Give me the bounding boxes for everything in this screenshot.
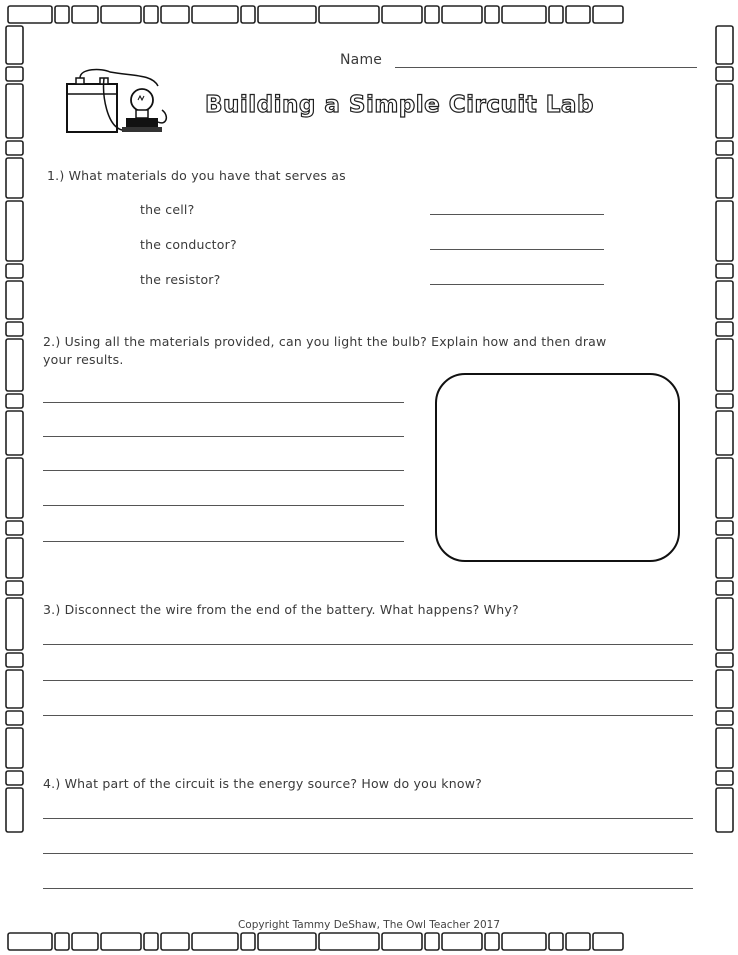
worksheet-title: Building a Simple Circuit Lab xyxy=(205,92,594,118)
q1-item-conductor: the conductor? xyxy=(140,237,237,252)
question-2-line-2: your results. xyxy=(43,352,124,367)
q4-answer-line[interactable] xyxy=(43,888,693,889)
q1-item-cell: the cell? xyxy=(140,202,195,217)
q2-answer-line[interactable] xyxy=(43,436,404,437)
q3-answer-line[interactable] xyxy=(43,680,693,681)
question-3: 3.) Disconnect the wire from the end of the battery. What happens? Why? xyxy=(43,602,519,617)
q2-answer-line[interactable] xyxy=(43,541,404,542)
q3-answer-line[interactable] xyxy=(43,715,693,716)
q2-answer-line[interactable] xyxy=(43,402,404,403)
q1-blank-cell[interactable] xyxy=(430,214,604,215)
name-label: Name xyxy=(340,52,383,68)
q2-drawing-box[interactable] xyxy=(435,373,680,562)
q4-answer-line[interactable] xyxy=(43,818,693,819)
q4-answer-line[interactable] xyxy=(43,853,693,854)
q2-answer-line[interactable] xyxy=(43,470,404,471)
q1-blank-conductor[interactable] xyxy=(430,249,604,250)
q3-answer-line[interactable] xyxy=(43,644,693,645)
question-4: 4.) What part of the circuit is the energy source? How do you know? xyxy=(43,776,482,791)
q1-blank-resistor[interactable] xyxy=(430,284,604,285)
question-1: 1.) What materials do you have that serves as xyxy=(47,168,346,183)
name-blank[interactable] xyxy=(395,67,697,68)
q1-item-resistor: the resistor? xyxy=(140,272,221,287)
circuit-illustration xyxy=(62,66,174,140)
question-2-line-1: 2.) Using all the materials provided, can you light the bulb? Explain how and then draw xyxy=(43,334,607,349)
q2-answer-line[interactable] xyxy=(43,505,404,506)
copyright-footer: Copyright Tammy DeShaw, The Owl Teacher 2017 xyxy=(237,919,501,931)
